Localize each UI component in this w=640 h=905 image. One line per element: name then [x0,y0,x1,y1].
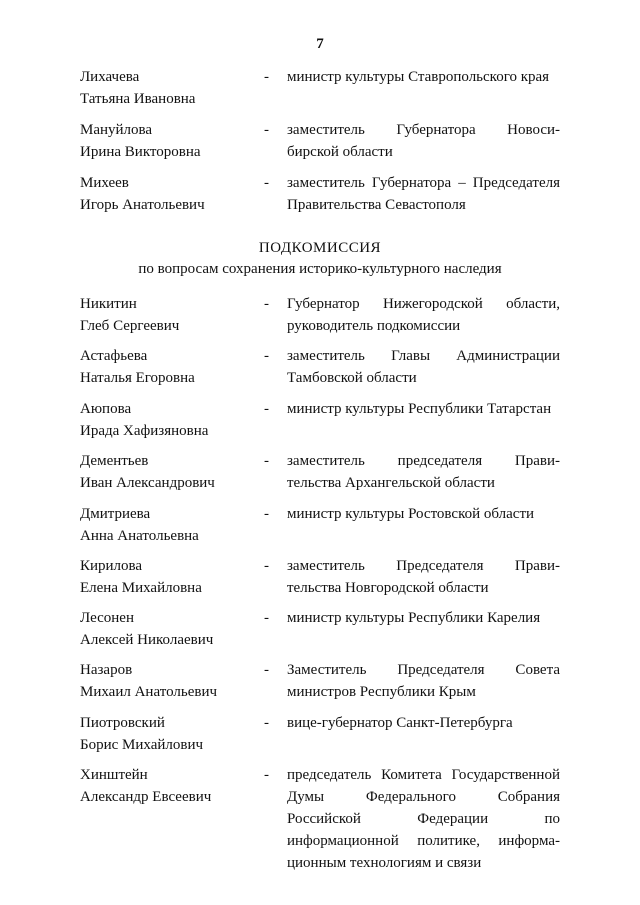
member-surname: Никитин [80,296,137,312]
member-name [80,293,260,337]
member-given-names: Игорь Анатольевич [80,197,205,213]
role-line: тельства Архангельской области [287,475,495,491]
dash-separator: - [264,506,269,522]
member-role [287,503,560,525]
member-role [287,712,560,734]
dash-separator: - [264,348,269,364]
member-surname: Аюпова [80,401,132,417]
dash-separator: - [264,69,269,85]
subcommission-subtitle: по вопросам сохранения историко-культурного наследия [138,261,502,277]
member-given-names: Борис Михайлович [80,737,204,753]
member-surname: Кирилова [80,558,143,574]
member-role [287,119,560,163]
member-role [287,659,560,703]
member-surname: Назаров [80,662,133,678]
dash-separator: - [264,610,269,626]
role-line: министров Республики Крым [287,684,476,700]
role-line: Губернатор Нижегородской области, [287,296,560,312]
member-role [287,555,560,599]
role-line: Тамбовской области [287,370,417,386]
role-line: информационной политике, информа- [287,833,560,849]
member-name [80,712,260,756]
member-given-names: Татьяна Ивановна [80,91,196,107]
member-role [287,398,560,420]
role-line: тельства Новгородской области [287,580,489,596]
member-given-names: Ирина Викторовна [80,144,201,160]
member-role [287,607,560,629]
member-surname: Михеев [80,175,129,191]
member-name [80,119,260,163]
member-role [287,293,560,337]
member-role [287,66,560,88]
member-role [287,764,560,874]
role-line: Российской Федерации по [287,811,560,827]
dash-separator: - [264,767,269,783]
role-line: председатель Комитета Государственной [287,767,560,783]
member-role [287,172,560,216]
dash-separator: - [264,296,269,312]
role-line: Заместитель Председателя Совета [287,662,560,678]
dash-separator: - [264,401,269,417]
member-surname: Мануйлова [80,122,153,138]
role-line: ционным технологиям и связи [287,855,482,871]
dash-separator: - [264,715,269,731]
page-number: 7 [316,36,324,52]
member-name [80,659,260,703]
member-surname: Дмитриева [80,506,151,522]
member-surname: Лесонен [80,610,134,626]
member-given-names: Елена Михайловна [80,580,202,596]
member-name [80,345,260,389]
role-line: министр культуры Ставропольского края [287,69,550,85]
member-given-names: Глеб Сергеевич [80,318,180,334]
role-line: заместитель Главы Администрации [287,348,560,364]
role-line: Думы Федерального Собрания [287,789,560,805]
role-line: руководитель подкомиссии [287,318,461,334]
member-name [80,555,260,599]
member-given-names: Иван Александрович [80,475,215,491]
role-line: заместитель Губернатора Новоси- [287,122,560,138]
role-line: Правительства Севастополя [287,197,466,213]
role-line: заместитель Губернатора – Председателя [287,175,560,191]
member-given-names: Наталья Егоровна [80,370,195,386]
member-surname: Хинштейн [80,767,148,783]
member-role [287,345,560,389]
role-line: министр культуры Республики Татарстан [287,401,552,417]
role-line: заместитель председателя Прави- [287,453,560,469]
member-name [80,172,260,216]
dash-separator: - [264,122,269,138]
role-line: министр культуры Ростовской области [287,506,535,522]
dash-separator: - [264,558,269,574]
member-name [80,764,260,808]
member-name [80,450,260,494]
member-name [80,607,260,651]
member-given-names: Михаил Анатольевич [80,684,218,700]
member-name [80,66,260,110]
role-line: министр культуры Республики Карелия [287,610,541,626]
member-given-names: Ирада Хафизяновна [80,423,209,439]
member-name [80,503,260,547]
member-surname: Пиотровский [80,715,165,731]
member-given-names: Анна Анатольевна [80,528,199,544]
role-line: заместитель Председателя Прави- [287,558,560,574]
dash-separator: - [264,175,269,191]
member-surname: Лихачева [80,69,140,85]
member-surname: Астафьева [80,348,148,364]
member-surname: Дементьев [80,453,149,469]
member-given-names: Алексей Николаевич [80,632,214,648]
role-line: бирской области [287,144,393,160]
subcommission-title: ПОДКОМИССИЯ [258,240,382,256]
member-role [287,450,560,494]
dash-separator: - [264,662,269,678]
member-given-names: Александр Евсеевич [80,789,212,805]
role-line: вице-губернатор Санкт-Петербурга [287,715,513,731]
dash-separator: - [264,453,269,469]
member-name [80,398,260,442]
